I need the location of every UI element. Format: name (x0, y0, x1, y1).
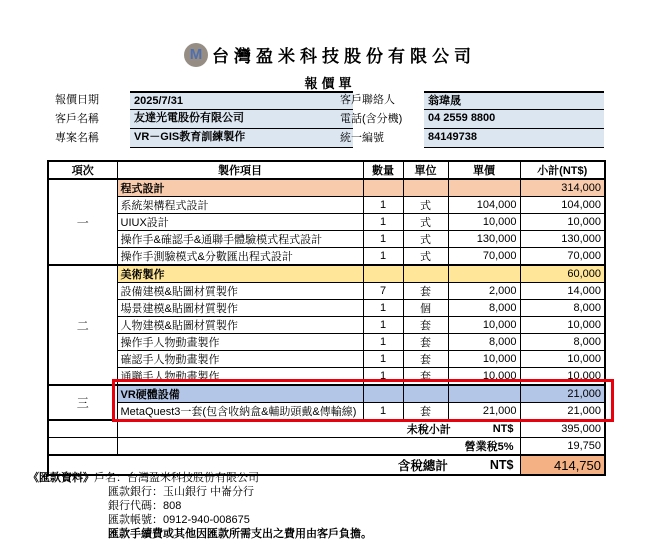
project-name-label: 專案名稱 (55, 132, 99, 144)
pre-tax-currency: NT$ (492, 423, 514, 435)
client-name-label: 客戶名稱 (55, 113, 99, 125)
grand-total-label: 含稅總計 (397, 459, 448, 473)
item-qty: 1 (363, 231, 403, 248)
col-header-item-no: 項次 (48, 161, 117, 179)
contact-field: 翁瑋晟 (424, 91, 604, 110)
tax-row (48, 438, 605, 456)
table-row (48, 300, 605, 317)
grand-total-currency: NT$ (489, 458, 514, 472)
item-price: 70,000 (448, 248, 520, 266)
document-header (0, 42, 660, 92)
item-name: 系統架構程式設計 (117, 197, 363, 214)
item-name: 通聯手人物動畫製作 (117, 368, 363, 386)
col-header-unit-price: 單價 (448, 161, 520, 179)
col-header-item: 製作項目 (117, 161, 363, 179)
remittance-bank: 匯款銀行：玉山銀行 中崙分行 (108, 486, 255, 498)
section1-title: 程式設計 (117, 179, 363, 197)
item-unit: 式 (403, 214, 448, 231)
item-unit: 套 (403, 351, 448, 368)
phone-label: 電話(含分機) (340, 113, 403, 125)
item-price: 21,000 (448, 403, 520, 421)
remittance-bank-code: 銀行代碼：808 (108, 500, 182, 512)
item-subtotal: 21,000 (520, 403, 605, 421)
item-price: 8,000 (448, 300, 520, 317)
table-row (48, 334, 605, 351)
section2-title: 美術製作 (117, 265, 363, 283)
quotation-table (47, 160, 606, 476)
remittance-info (28, 471, 372, 541)
item-subtotal: 10,000 (520, 214, 605, 231)
item-qty: 1 (363, 300, 403, 317)
item-qty: 1 (363, 368, 403, 386)
section3-header-row (48, 385, 605, 403)
section3-number: 三 (48, 385, 117, 420)
table-row (48, 403, 605, 421)
section2-number: 二 (48, 265, 117, 385)
col-header-subtotal: 小計(NT$) (520, 161, 605, 179)
item-name: 場景建模&貼圖材質製作 (117, 300, 363, 317)
item-name: MetaQuest3一套(包含收納盒&輔助頭戴&傳輸線) (117, 403, 363, 421)
table-row (48, 283, 605, 300)
tax-label: 營業稅5% (117, 438, 520, 456)
item-subtotal: 8,000 (520, 334, 605, 351)
table-row (48, 214, 605, 231)
section3-title: VR硬體設備 (117, 385, 363, 403)
item-price: 10,000 (448, 214, 520, 231)
item-price: 104,000 (448, 197, 520, 214)
item-unit: 式 (403, 231, 448, 248)
item-unit: 套 (403, 368, 448, 386)
remittance-fee-note: 匯款手續費或其他因匯款所需支出之費用由客戶負擔。 (108, 528, 372, 540)
company-name: 台灣盈米科技股份有限公司 (212, 47, 476, 66)
remittance-account-name: 戶名：台灣盈米科技股份有限公司 (94, 472, 259, 484)
col-header-qty: 數量 (363, 161, 403, 179)
item-qty: 1 (363, 214, 403, 231)
document-title: 報價單 (304, 76, 356, 91)
remittance-account-number: 匯款帳號：0912-940-008675 (108, 514, 250, 526)
table-row (48, 317, 605, 334)
remittance-title: 《匯款資料》 (28, 472, 94, 484)
tax-value: 19,750 (520, 438, 605, 456)
item-name: 操作手測驗模式&分數匯出程式設計 (117, 248, 363, 266)
item-name: 設備建模&貼圖材質製作 (117, 283, 363, 300)
contact-label: 客戶聯絡人 (340, 94, 395, 106)
item-name: 人物建模&貼圖材質製作 (117, 317, 363, 334)
item-qty: 1 (363, 317, 403, 334)
item-subtotal: 8,000 (520, 300, 605, 317)
item-name: 操作手&確認手&通聯手體驗模式程式設計 (117, 231, 363, 248)
quote-date-label: 報價日期 (55, 94, 99, 106)
item-qty: 1 (363, 334, 403, 351)
section1-header-row (48, 179, 605, 197)
item-qty: 1 (363, 197, 403, 214)
phone-field: 04 2559 8800 (424, 110, 604, 129)
item-unit: 式 (403, 197, 448, 214)
quote-date-field: 2025/7/31 (130, 91, 353, 110)
section2-header-row (48, 265, 605, 283)
item-price: 10,000 (448, 368, 520, 386)
item-subtotal: 10,000 (520, 368, 605, 386)
client-name-field: 友達光電股份有限公司 (130, 110, 353, 129)
item-unit: 套 (403, 283, 448, 300)
item-unit: 套 (403, 317, 448, 334)
item-subtotal: 14,000 (520, 283, 605, 300)
project-name-field: VR－GIS教育訓練製作 (130, 129, 353, 148)
tax-id-label: 統一編號 (340, 132, 384, 144)
pre-tax-label: 未稅小計 (406, 424, 451, 436)
item-unit: 個 (403, 300, 448, 317)
item-name: UIUX設計 (117, 214, 363, 231)
item-qty: 1 (363, 403, 403, 421)
item-price: 10,000 (448, 317, 520, 334)
item-qty: 7 (363, 283, 403, 300)
item-qty: 1 (363, 351, 403, 368)
item-unit: 套 (403, 334, 448, 351)
grand-total-value: 414,750 (520, 455, 605, 475)
item-name: 確認手人物動畫製作 (117, 351, 363, 368)
item-unit: 套 (403, 403, 448, 421)
section1-number: 一 (48, 179, 117, 265)
item-subtotal: 10,000 (520, 317, 605, 334)
col-header-unit: 單位 (403, 161, 448, 179)
item-price: 2,000 (448, 283, 520, 300)
section3-subtotal: 21,000 (520, 385, 605, 403)
table-row (48, 197, 605, 214)
item-subtotal: 104,000 (520, 197, 605, 214)
tax-id-field: 84149738 (424, 129, 604, 148)
item-price: 10,000 (448, 351, 520, 368)
pre-tax-value: 395,000 (520, 420, 605, 438)
item-qty: 1 (363, 248, 403, 266)
table-row (48, 351, 605, 368)
section1-subtotal: 314,000 (520, 179, 605, 197)
item-subtotal: 70,000 (520, 248, 605, 266)
pre-tax-subtotal-row (48, 420, 605, 438)
table-row (48, 368, 605, 386)
item-subtotal: 130,000 (520, 231, 605, 248)
table-header-row (48, 161, 605, 179)
item-price: 8,000 (448, 334, 520, 351)
section2-subtotal: 60,000 (520, 265, 605, 283)
item-price: 130,000 (448, 231, 520, 248)
table-row (48, 231, 605, 248)
item-subtotal: 10,000 (520, 351, 605, 368)
item-unit: 式 (403, 248, 448, 266)
table-row (48, 248, 605, 266)
company-logo-icon: M (184, 43, 208, 67)
item-name: 操作手人物動畫製作 (117, 334, 363, 351)
